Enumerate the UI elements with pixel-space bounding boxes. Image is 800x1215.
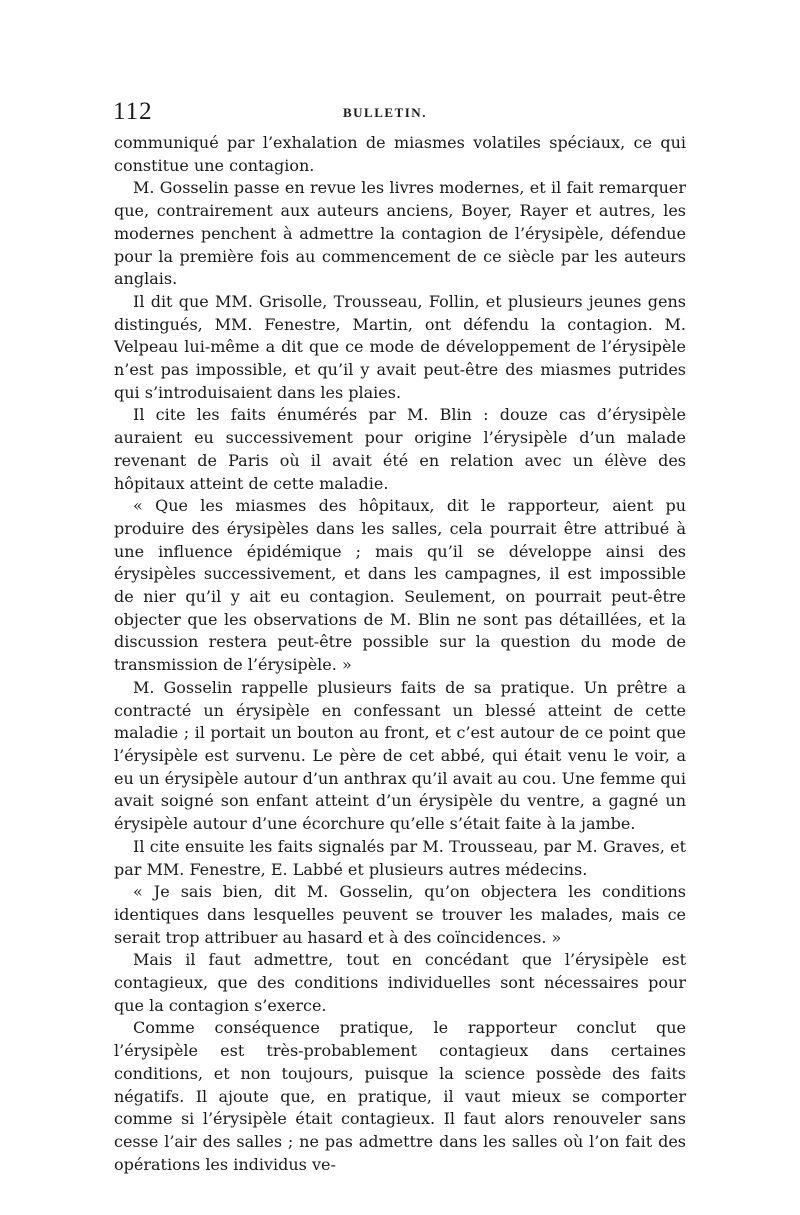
page-header — [113, 98, 685, 126]
paragraph: Il cite les faits énumérés par M. Blin : douze cas d’érysipèle auraient eu successivement pour origine l’érysipèle d’un malade revenant de Paris où il avait été en relation avec un élève des hôpitaux atteint de cette maladie. — [114, 405, 686, 493]
paragraph: Mais il faut admettre, tout en concédant que l’érysipèle est contagieux, que des conditions individuelles sont nécessaires pour que la contagion s’exerce. — [114, 950, 686, 1015]
paragraph-continuation: communiqué par l’exhalation de miasmes volatiles spéciaux, ce qui constitue une contagion. — [114, 133, 686, 175]
page-number: 112 — [113, 98, 153, 125]
paragraph-quote: « Je sais bien, dit M. Gosselin, qu’on objectera les conditions identiques dans lesquelles peuvent se trouver les malades, mais ce serait trop attribuer au hasard et à des coïncidences. » — [114, 882, 686, 947]
paragraph: Comme conséquence pratique, le rapporteur conclut que l’érysipèle est très-probablement contagieux dans certaines conditions, et non toujours, puisque la science possède des faits négatifs. Il ajoute que, en pratique, il vaut mieux se comporter comme si l’érysipèle était contagieux. Il faut alors renouveler sans cesse l’air des salles ; ne pas admettre dans les salles où l’on fait des opérations les individus ve- — [114, 1018, 686, 1174]
paragraph: Il dit que MM. Grisolle, Trousseau, Follin, et plusieurs jeunes gens distingués, MM. Fenestre, Martin, ont défendu la contagion. M. Velpeau lui-même a dit que ce mode de développement de l’érysipèle n’est pas impossible, et qu’il y avait peut-être des miasmes putrides qui s’introduisaient dans les plaies. — [114, 291, 686, 402]
paragraph: M. Gosselin passe en revue les livres modernes, et il fait remarquer que, contrairement aux auteurs anciens, Boyer, Rayer et autres, les modernes penchent à admettre la contagion de l’érysipèle, défendue pour la première fois au commencement de ce siècle par les auteurs anglais. — [114, 178, 686, 289]
paragraph: Il cite ensuite les faits signalés par M. Trousseau, par M. Graves, et par MM. Fenestre, E. Labbé et plusieurs autres médecins. — [114, 836, 686, 879]
running-head: BULLETIN. — [343, 105, 427, 120]
paragraph: M. Gosselin rappelle plusieurs faits de sa pratique. Un prêtre a contracté un érysipèle en confessant un blessé atteint de cette maladie ; il portait un bouton au front, et c’est autour de ce point que l’érysipèle est survenu. Le père de cet abbé, qui était venu le voir, a eu un érysipèle autour d’un anthrax qu’il avait au cou. Une femme qui avait soigné son enfant atteint d’un érysipèle du ventre, a gagné un érysipèle autour d’une écorchure qu’elle s’était faite à la jambe. — [114, 677, 686, 834]
body-text — [114, 132, 686, 1176]
paragraph-quote: « Que les miasmes des hôpitaux, dit le rapporteur, aient pu produire des érysipèles dans les salles, cela pourrait être attribué à une influence épidémique ; mais qu’il se développe ainsi des érysipèles successivement, et dans les campagnes, il est impossible de nier qu’il y ait eu contagion. Seulement, on pourrait peut-être objecter que les observations de M. Blin ne sont pas détaillées, et la discussion restera peut-être possible sur la question du mode de transmission de l’érysipèle. » — [114, 496, 686, 675]
